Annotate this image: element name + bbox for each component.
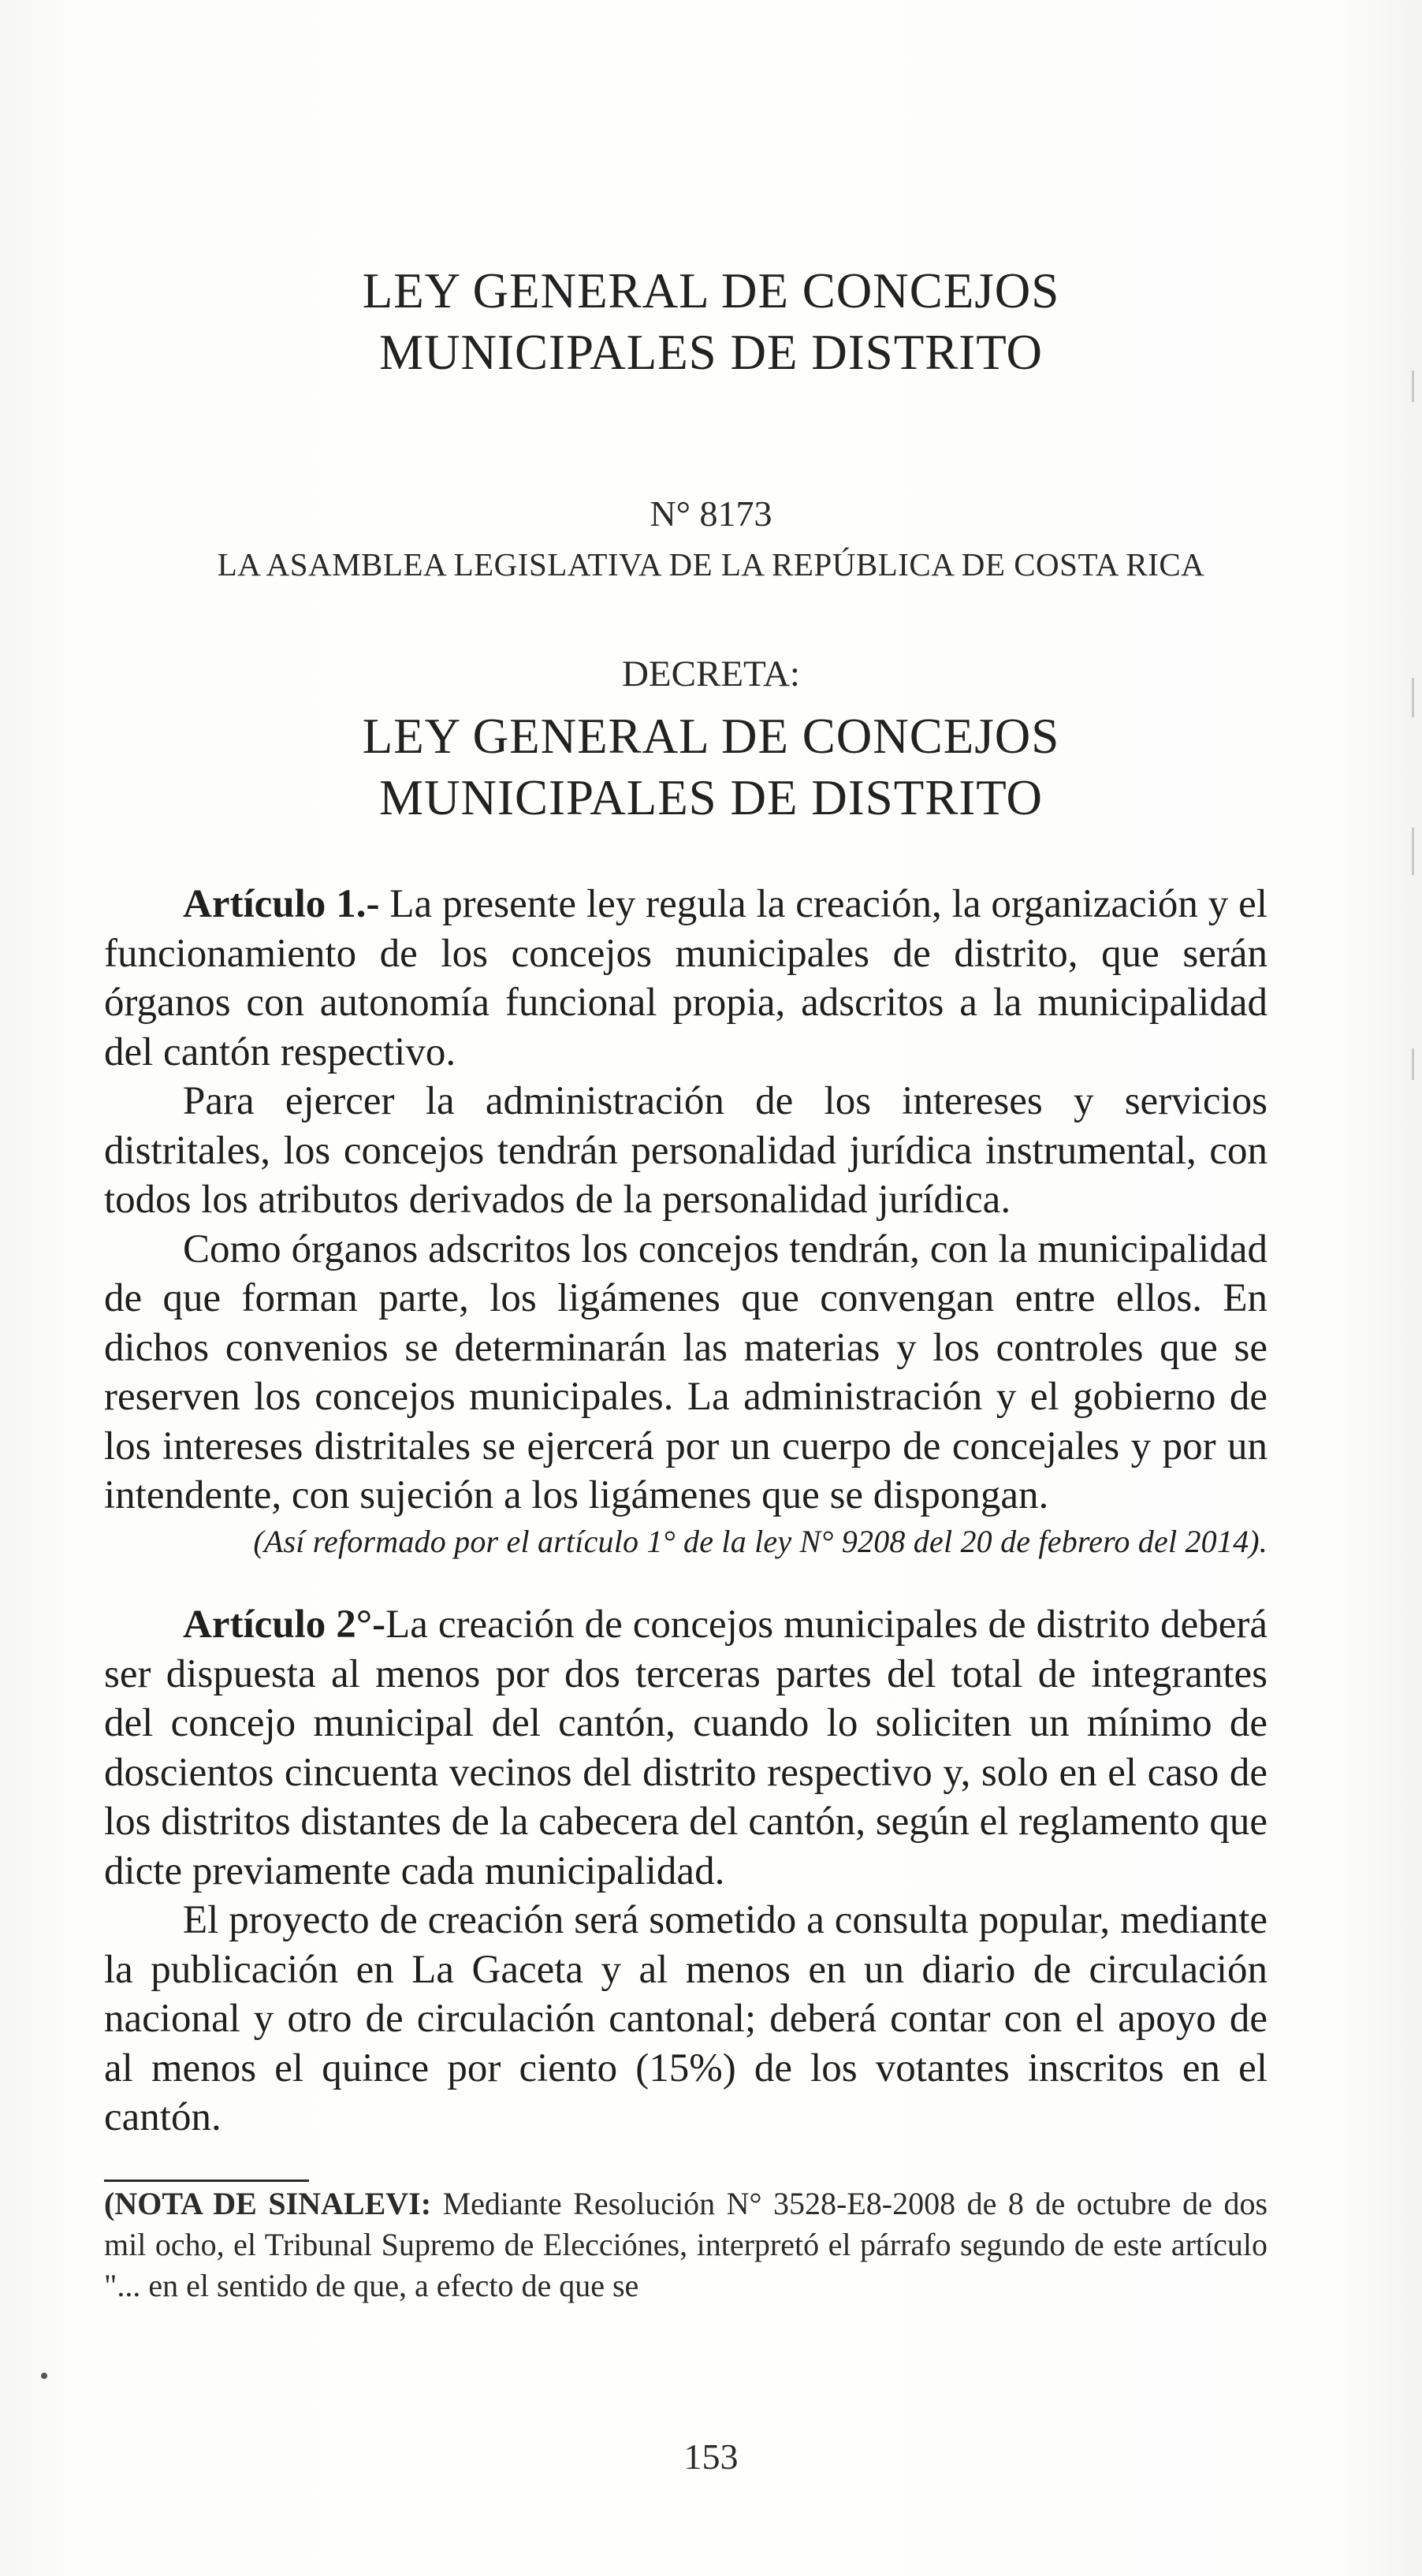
footnote-divider bbox=[104, 2180, 309, 2182]
article-2-text-1: La creación de concejos municipales de distrito deberá ser dispuesta al menos por dos terceras partes del total de integrantes del concejo municipal del cantón, cuando lo soliciten un mínimo de doscientos cincuenta vecinos del distrito respectivo y, solo en el caso de los distritos distantes de la cabecera del cantón, según el reglamento que dicte previamente cada municipalidad. bbox=[104, 1603, 1268, 1893]
article-2-label: Artículo 2°- bbox=[183, 1603, 386, 1647]
header-title-line1: LEY GENERAL DE CONCEJOS bbox=[362, 263, 1060, 318]
article-1-text-1: La presente ley regula la creación, la organización y el funcionamiento de los concejos municipales de distrito, que serán órganos con autonomía funcional propia, adscritos a la municipalidad del cantón respectivo. bbox=[104, 882, 1268, 1074]
page-number: 153 bbox=[683, 2436, 739, 2477]
scan-edge-mark bbox=[1412, 370, 1414, 402]
header-title-line2: MUNICIPALES DE DISTRITO bbox=[378, 325, 1044, 380]
decreta-heading: DECRETA: bbox=[621, 653, 800, 694]
ink-speck bbox=[41, 2373, 47, 2379]
article-1-paragraph-3: Como órganos adscritos los concejos tendrán, con la municipalidad de que forman parte, los ligámenes que convengan entre ellos. En dichos convenios se determinarán las materias y los controles que se reserven los concejos municipales. La administración y el gobierno de los intereses distritales se ejercerá por un cuerpo de concejales y por un intendente, con sujeción a los ligámenes que se dispongan. bbox=[104, 1227, 1268, 1517]
article-1-label: Artículo 1.- bbox=[183, 882, 380, 926]
article-2 bbox=[104, 1600, 1268, 2142]
article-1 bbox=[104, 880, 1268, 1563]
law-title-line2: MUNICIPALES DE DISTRITO bbox=[378, 770, 1044, 825]
assembly-heading: LA ASAMBLEA LEGISLATIVA DE LA REPÚBLICA DE COSTA RICA bbox=[217, 546, 1205, 583]
article-2-paragraph-2: El proyecto de creación será sometido a consulta popular, mediante la publicación en La Gaceta y al menos en un diario de circulación nacional y otro de circulación cantonal; deberá contar con el apoyo de al menos el quince por ciento (15%) de los votantes inscritos en el cantón. bbox=[104, 1898, 1268, 2139]
law-title-line1: LEY GENERAL DE CONCEJOS bbox=[362, 709, 1060, 764]
article-1-paragraph-1 bbox=[104, 880, 1268, 1077]
article-1-paragraph-2: Para ejercer la administración de los intereses y servicios distritales, los concejos tendrán personalidad jurídica instrumental, con todos los atributos derivados de la personalidad jurídica. bbox=[104, 1079, 1268, 1222]
law-number: N° 8173 bbox=[650, 493, 772, 534]
sinalevi-note bbox=[104, 2183, 1268, 2306]
article-1-reform-note: (Así reformado por el artículo 1° de la ley N° 9208 del 20 de febrero del 2014). bbox=[253, 1523, 1268, 1559]
scan-edge-mark bbox=[1412, 1048, 1414, 1080]
article-2-paragraph-1 bbox=[104, 1600, 1268, 1896]
scan-edge-mark bbox=[1412, 828, 1414, 875]
scan-edge-mark bbox=[1412, 678, 1414, 717]
header-title bbox=[0, 260, 1422, 383]
sinalevi-note-label: (NOTA DE SINALEVI: bbox=[104, 2186, 432, 2221]
law-title bbox=[0, 705, 1422, 828]
sinalevi-note-text: Mediante Resolución N° 3528-E8-2008 de 8 de octubre de dos mil ocho, el Tribunal Supremo de Elecciónes, interpretó el párrafo segundo de este artículo "... en el sentido de que, a efecto de que se bbox=[104, 2186, 1268, 2303]
